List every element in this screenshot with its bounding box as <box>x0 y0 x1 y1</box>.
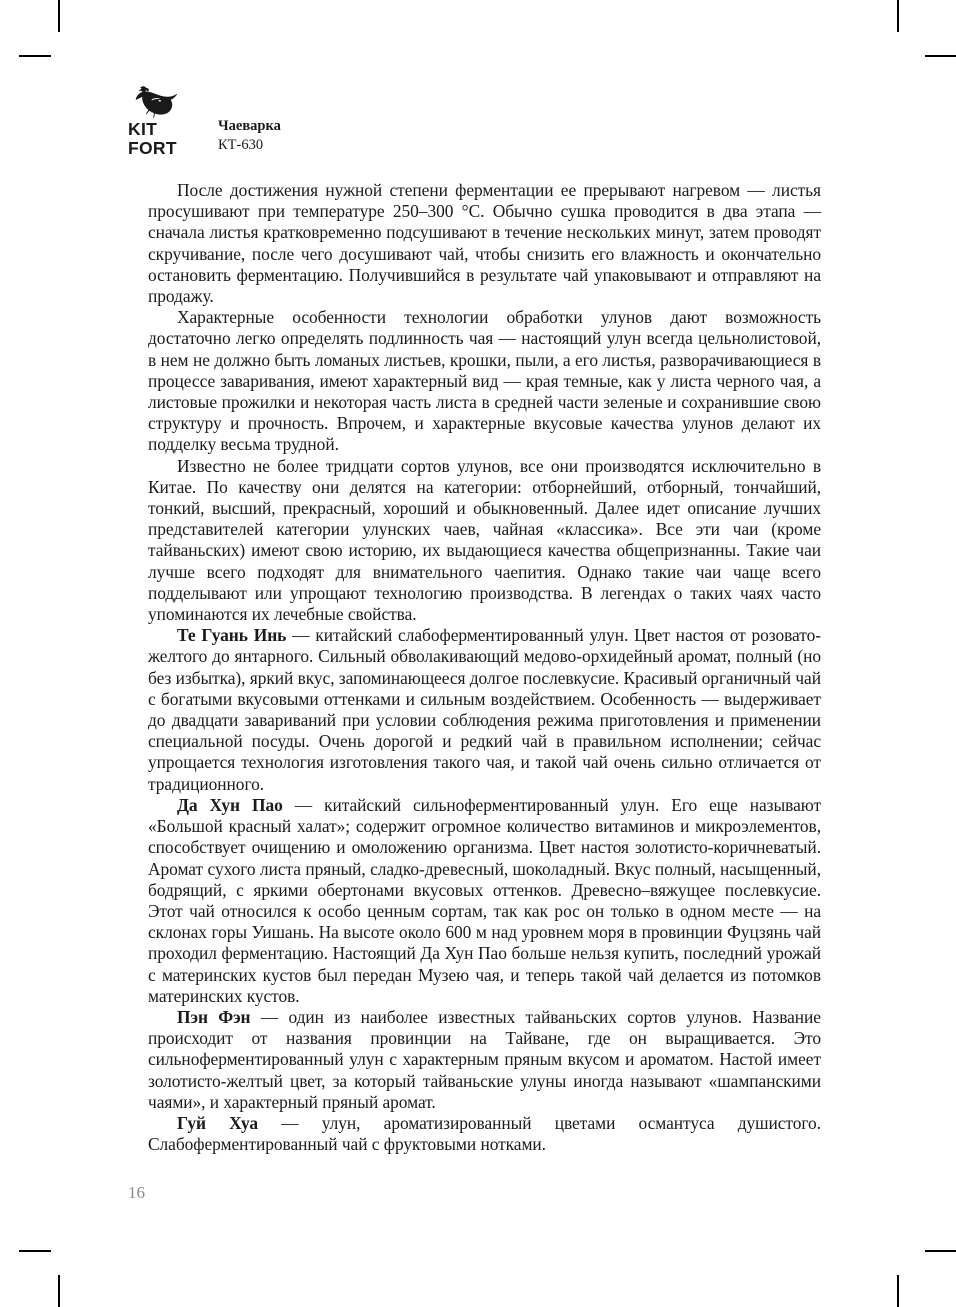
body-paragraph <box>148 1007 821 1113</box>
body-paragraph <box>148 1113 821 1155</box>
product-name: Чаеварка <box>218 118 281 134</box>
body-paragraph <box>148 307 821 455</box>
paragraph-text: Известно не более тридцати сортов улунов, все они производятся исключительно в Китае. По качеству они делятся на категории: отборнейший, отборный, тончайший, тонкий, высший, прекрасный, хороший и обыкновенный. Далее идет описание лучших представителей категории улунских чаев, чайная «классика». Все эти чаи (кроме тайваньских) имеют свою историю, их выдающиеся качества общепризнанны. Такие чаи лучше всего подходят для внимательного чаепития. Однако такие чаи чаще всего подделывают или упрощают технологию производства. В легендах о таких чаях часто упоминаются их лечебные свойства. <box>148 455 821 625</box>
brand-wordmark-line2: FORT <box>128 137 177 158</box>
page-header <box>128 86 281 157</box>
crop-mark-bottom-right-horizontal <box>925 1250 956 1252</box>
body-text <box>148 180 821 1155</box>
paragraph-text: Характерные особенности технологии обработки улунов дают возможность достаточно легко определять подлинность чая — настоящий улун всегда цельнолистовой, в нем не должно быть ломаных листьев, крошки, пыли, а его листья, разворачивающиеся в процессе заваривания, имеют характерный вид — края темные, как у листа черного чая, а листовые прожилки и некоторая часть листа в средней части зеленые и сохранившие свою структуру и прочность. Впрочем, и характерные вкусовые качества улунов делают их подделку весьма трудной. <box>148 307 821 455</box>
kitfort-bird-logo-icon <box>129 86 181 118</box>
paragraph-text: — улун, ароматизированный цветами османтуса душистого. Слабоферментированный чай с фруктовыми нотками. <box>148 1112 821 1155</box>
brand-wordmark-line1: KIT <box>128 119 158 139</box>
tea-variety-name: Гуй Хуа <box>177 1112 259 1133</box>
paragraph-text: — китайский слабоферментированный улун. Цвет настоя от розовато-желтого до янтарного. Сильный обволакивающий медово-орхидейный аромат, полный (но без избытка), яркий вкус, запоминающееся долгое послевкусие. Красивый органичный чай с богатыми вкусовыми оттенками и сильным воздействием. Особенность — выдерживает до двадцати завариваний при условии соблюдения режима приготовления и применении специальной посуды. Очень дорогой и редкий чай в правильном исполнении; сейчас упрощается технология изготовления такого чая, и такой чай очень сильно отличается от традиционного. <box>148 625 821 794</box>
body-paragraph <box>148 625 821 795</box>
paragraph-text: После достижения нужной степени ферментации ее прерывают нагревом — листья просушивают при температуре 250–300 °C. Обычно сушка проводится в два этапа — сначала листья кратковременно подсушивают в течение нескольких минут, затем проводят скручивание, после чего досушивают чай, чтобы снизить его влажность и окончательно остановить ферментацию. Получившийся в результате чай упаковывают и отправляют на продажу. <box>148 180 821 307</box>
crop-mark-top-left-vertical <box>58 0 60 32</box>
crop-mark-top-right-horizontal <box>925 55 956 57</box>
paragraph-text: — один из наиболее известных тайваньских сортов улунов. Название происходит от названия провинции на Тайване, где он выращивается. Это сильноферментированный улун с характерным пряным вкусом и ароматом. Настой имеет золотисто-желтый цвет, за который тайваньские улуны иногда называют «шампанскими чаями», и характерный пряный аромат. <box>148 1006 821 1112</box>
crop-mark-bottom-right-vertical <box>897 1275 899 1307</box>
body-paragraph <box>148 180 821 307</box>
tea-variety-name: Да Хун Пао <box>177 794 283 815</box>
tea-variety-name: Те Гуань Инь <box>177 625 287 646</box>
crop-mark-bottom-left-vertical <box>58 1275 60 1307</box>
brand-block <box>128 86 202 157</box>
crop-mark-top-left-horizontal <box>19 55 51 57</box>
page-number: 16 <box>128 1183 145 1202</box>
product-model: КТ-630 <box>218 137 264 153</box>
crop-mark-bottom-left-horizontal <box>19 1250 51 1252</box>
brand-wordmark <box>128 120 202 157</box>
product-identification <box>218 117 281 157</box>
body-paragraph <box>148 456 821 626</box>
crop-mark-top-right-vertical <box>897 0 899 32</box>
body-paragraph <box>148 795 821 1007</box>
tea-variety-name: Пэн Фэн <box>177 1006 251 1027</box>
paragraph-text: — китайский сильноферментированный улун. Его еще называют «Большой красный халат»; содержит огромное количество витаминов и микроэлементов, способствует очищению и омоложению организма. Цвет настоя золотисто-коричневатый. Аромат сухого листа пряный, сладко-древесный, шоколадный. Вкус полный, насыщенный, бодрящий, с яркими обертонами вкусовых оттенков. Древесно–вяжущее послевкусие. Этот чай относился к особо ценным сортам, так как рос он только в одном месте — на склонах горы Уишань. На высоте около 600 м над уровнем моря в провинции Фуцзянь чай проходил ферментацию. Настоящий Да Хун Пао больше нельзя купить, последний урожай с материнских кустов был передан Музею чая, и теперь такой чай делается из потомков материнских кустов. <box>148 794 822 1006</box>
